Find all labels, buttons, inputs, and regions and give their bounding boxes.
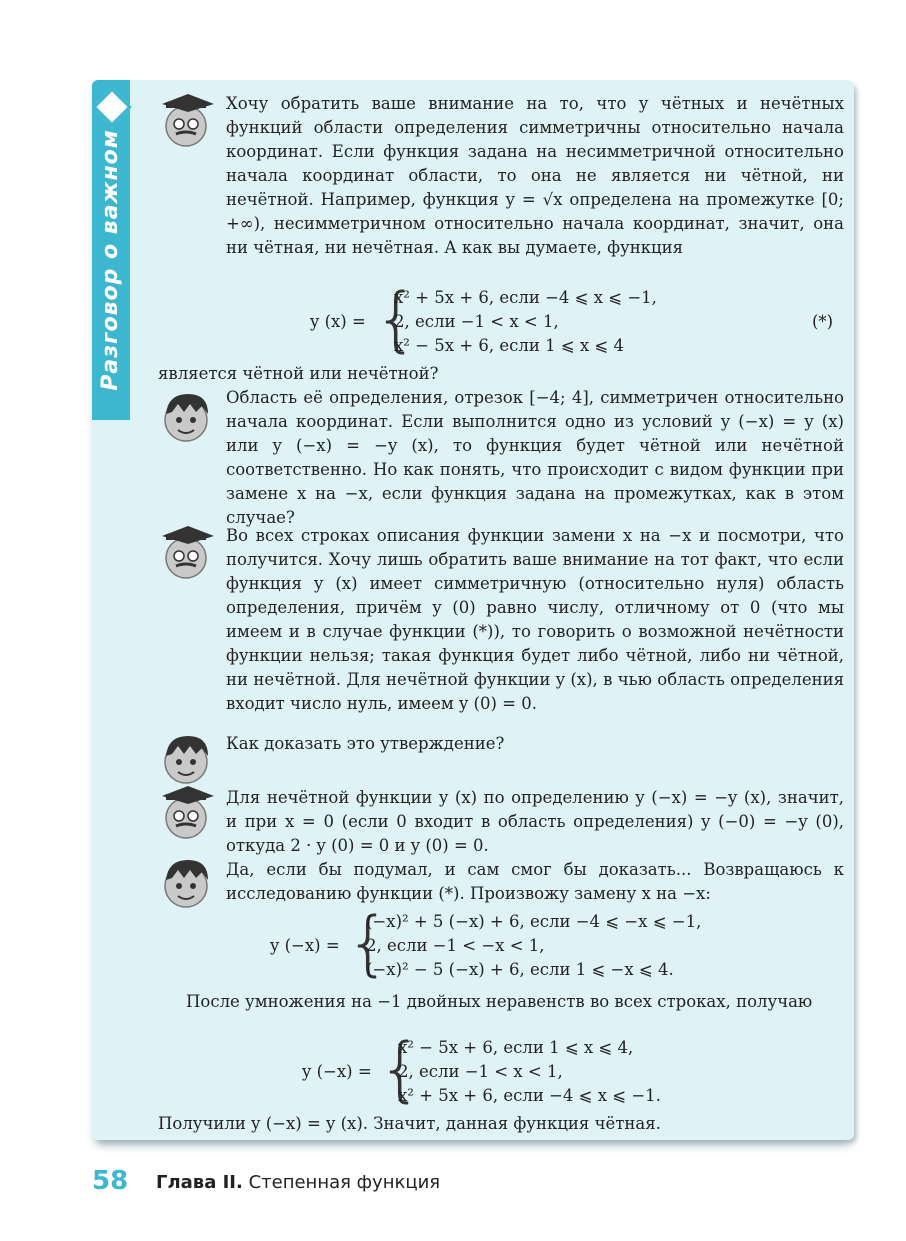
formula1-line-1: x² + 5x + 6, если −4 ⩽ x ⩽ −1,	[394, 288, 657, 307]
formula2-lhs: y (−x) =	[270, 936, 340, 955]
paragraph-1b: является чётной или нечётной?	[158, 364, 439, 383]
paragraph-4: Как доказать это утверждение?	[226, 734, 505, 753]
formula3-line-1: x² − 5x + 6, если 1 ⩽ x ⩽ 4,	[398, 1038, 634, 1057]
paragraph-2: Область её определения, отрезок [−4; 4], симметричен относительно начала координат. Если выполнится одно из условий y (−x) = y (x) или y (−x) = −y (x), то функция будет чётной или нечётной соответственно. Но как понять, что происходит с видом функции при замене x на −x, если функция задана на промежутках, как в этом случае?	[226, 388, 844, 527]
chapter-title: Степенная функция	[248, 1172, 441, 1193]
formula3-brace: {	[378, 1028, 423, 1110]
paragraph-1: Хочу обратить ваше внимание на то, что у чётных и нечётных функций области определения симметричны относительно начала координат. Если функция задана на несимметричной относительно начала координат области, то она не является ни чётной, ни нечётной. Например, функция y = √x определена на промежутке [0; +∞), несимметричном относительно начала координат, значит, она ни чётная, ни нечётная. А как вы думаете, функция	[226, 94, 844, 257]
page-number: 58	[92, 1166, 129, 1196]
formula1-tag: (*)	[812, 312, 834, 331]
student-avatar-icon	[158, 388, 218, 448]
chapter-number: Глава II.	[156, 1172, 243, 1193]
formula1-brace: {	[374, 278, 419, 360]
formula2-line-3: (−x)² − 5 (−x) + 6, если 1 ⩽ −x ⩽ 4.	[366, 960, 674, 979]
formula1-line-3: x² − 5x + 6, если 1 ⩽ x ⩽ 4	[394, 336, 625, 355]
paragraph-8: Получили y (−x) = y (x). Значит, данная функция чётная.	[158, 1114, 661, 1133]
paragraph-7: После умножения на −1 двойных неравенств во всех строках, получаю	[186, 992, 813, 1011]
chapter-heading	[156, 1172, 440, 1193]
sidebar-label: Разговор о важном	[98, 129, 123, 391]
formula1-lhs: y (x) =	[310, 312, 366, 331]
formula2-brace: {	[346, 902, 391, 984]
paragraph-6: Да, если бы подумал, и сам смог бы доказать... Возвращаюсь к исследованию функции (*). Произвожу замену x на −x:	[226, 860, 844, 903]
formula2-line-2: 2, если −1 < −x < 1,	[366, 936, 545, 955]
teacher-avatar-icon	[158, 784, 218, 844]
formula3-line-3: x² + 5x + 6, если −4 ⩽ x ⩽ −1.	[398, 1086, 661, 1105]
formula2-line-1: (−x)² + 5 (−x) + 6, если −4 ⩽ −x ⩽ −1,	[366, 912, 702, 931]
student-avatar-icon	[158, 854, 218, 914]
formula3-lhs: y (−x) =	[302, 1062, 372, 1081]
teacher-avatar-icon	[158, 92, 218, 152]
student-avatar-icon	[158, 730, 218, 790]
formula3-line-2: 2, если −1 < x < 1,	[398, 1062, 563, 1081]
paragraph-3: Во всех строках описания функции замени x на −x и посмотри, что получится. Хочу лишь обратить ваше внимание на тот факт, что если функция y (x) имеет симметричную (относительно нуля) область определения, причём y (0) равно числу, отличному от 0 (что мы имеем и в случае функции (*)), то говорить о возможной нечётности функции нельзя; такая функция будет либо чётной, либо ни чётной, ни нечётной. Для нечётной функции y (x), в чью область определения входит число нуль, имеем y (0) = 0.	[226, 526, 844, 713]
formula1-line-2: 2, если −1 < x < 1,	[394, 312, 559, 331]
paragraph-5: Для нечётной функции y (x) по определению y (−x) = −y (x), значит, и при x = 0 (если 0 входит в область определения) y (−0) = −y (0), откуда 2 · y (0) = 0 и y (0) = 0.	[226, 788, 844, 855]
teacher-avatar-icon	[158, 524, 218, 584]
